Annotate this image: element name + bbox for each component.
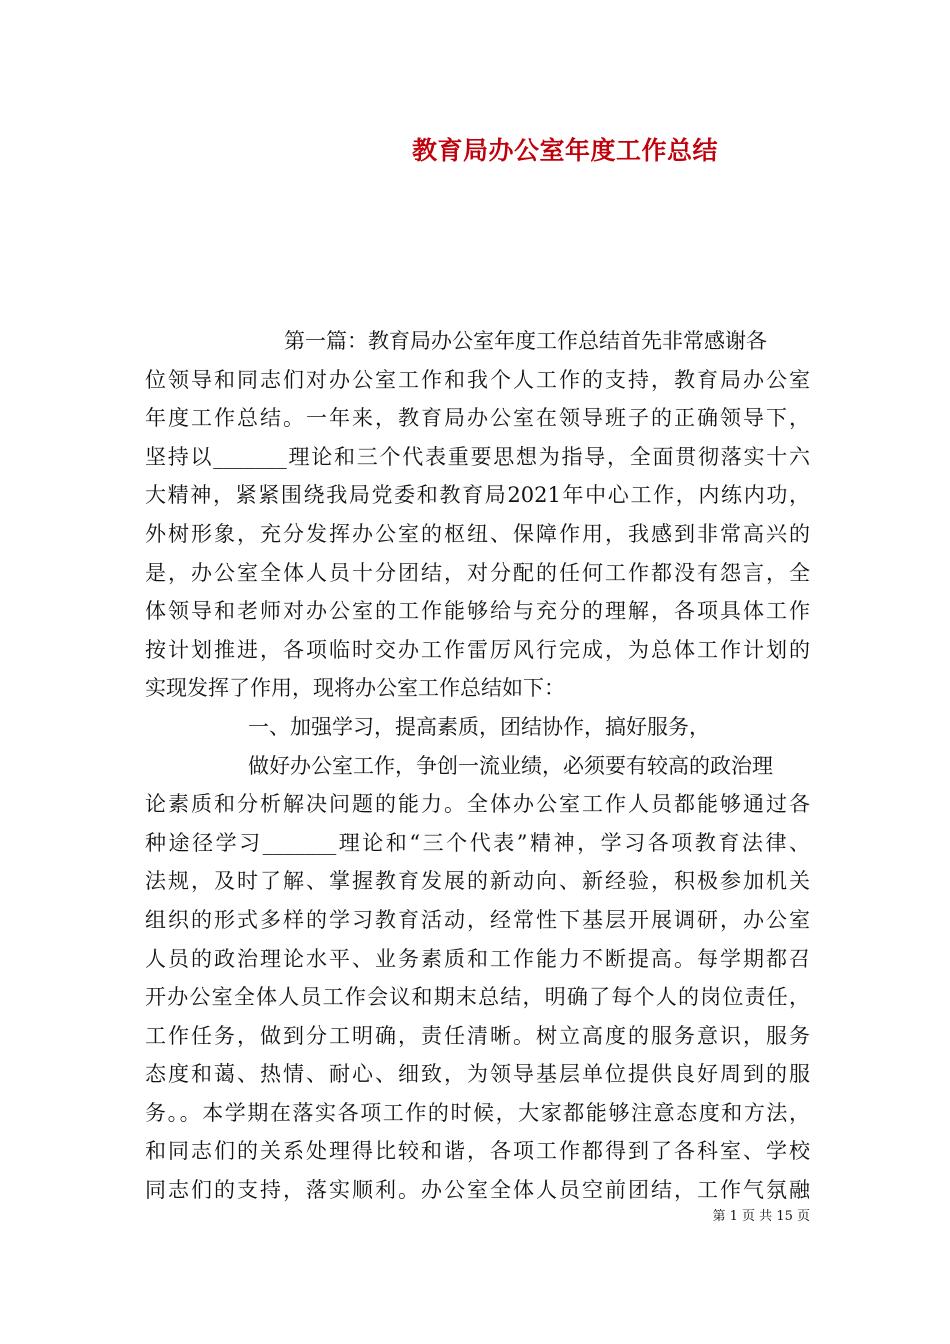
body-line: 大精神，紧紧围绕我局党委和教育局2021年中心工作，内练内功，: [145, 483, 810, 508]
body-line: 组织的形式多样的学习教育活动，经常性下基层开展调研，办公室: [145, 907, 810, 932]
body-line: 工作任务，做到分工明确，责任清晰。树立高度的服务意识，服务: [145, 1023, 810, 1048]
section-heading: 一、加强学习，提高素质，团结协作，搞好服务，: [248, 714, 710, 739]
body-line: 做好办公室工作，争创一流业绩，必须要有较高的政治理: [248, 753, 773, 778]
body-line: 务。。本学期在落实各项工作的时候，大家都能够注意态度和方法，: [145, 1100, 810, 1125]
body-line: 人员的政治理论水平、业务素质和工作能力不断提高。每学期都召: [145, 946, 810, 971]
body-line: 同志们的支持，落实顺利。办公室全体人员空前团结，工作气氛融: [145, 1178, 810, 1203]
page-title: 教育局办公室年度工作总结: [411, 136, 718, 165]
body-line: 法规，及时了解、掌握教育发展的新动向、新经验，积极参加机关: [145, 869, 810, 894]
body-line: 实现发挥了作用，现将办公室工作总结如下：: [145, 676, 565, 701]
page-number-footer: 第 1 页 共 15 页: [712, 1209, 810, 1224]
body-line: 论素质和分析解决问题的能力。全体办公室工作人员都能够通过各: [145, 792, 810, 817]
body-line: 第一篇：教育局办公室年度工作总结首先非常感谢各: [284, 329, 767, 353]
body-line: 态度和蔼、热情、耐心、细致，为领导基层单位提供良好周到的服: [145, 1062, 810, 1087]
body-line: 位领导和同志们对办公室工作和我个人工作的支持，教育局办公室: [145, 367, 810, 392]
body-line: 外树形象，充分发挥办公室的枢纽、保障作用，我感到非常高兴的: [145, 521, 810, 546]
body-line: 体领导和老师对办公室的工作能够给与充分的理解，各项具体工作: [145, 599, 810, 624]
body-line: 按计划推进，各项临时交办工作雷厉风行完成，为总体工作计划的: [145, 637, 810, 662]
body-line: 是，办公室全体人员十分团结，对分配的任何工作都没有怨言，全: [145, 560, 810, 585]
body-line: 种途径学习_______理论和“三个代表”精神，学习各项教育法律、: [145, 830, 810, 855]
body-line: 年度工作总结。一年来，教育局办公室在领导班子的正确领导下，: [145, 406, 810, 431]
body-line: 和同志们的关系处理得比较和谐，各项工作都得到了各科室、学校: [145, 1139, 810, 1164]
body-line: 坚持以_______理论和三个代表重要思想为指导，全面贯彻落实十六: [145, 444, 810, 469]
document-body: [145, 322, 810, 1210]
body-line: 开办公室全体人员工作会议和期末总结，明确了每个人的岗位责任，: [145, 985, 810, 1010]
